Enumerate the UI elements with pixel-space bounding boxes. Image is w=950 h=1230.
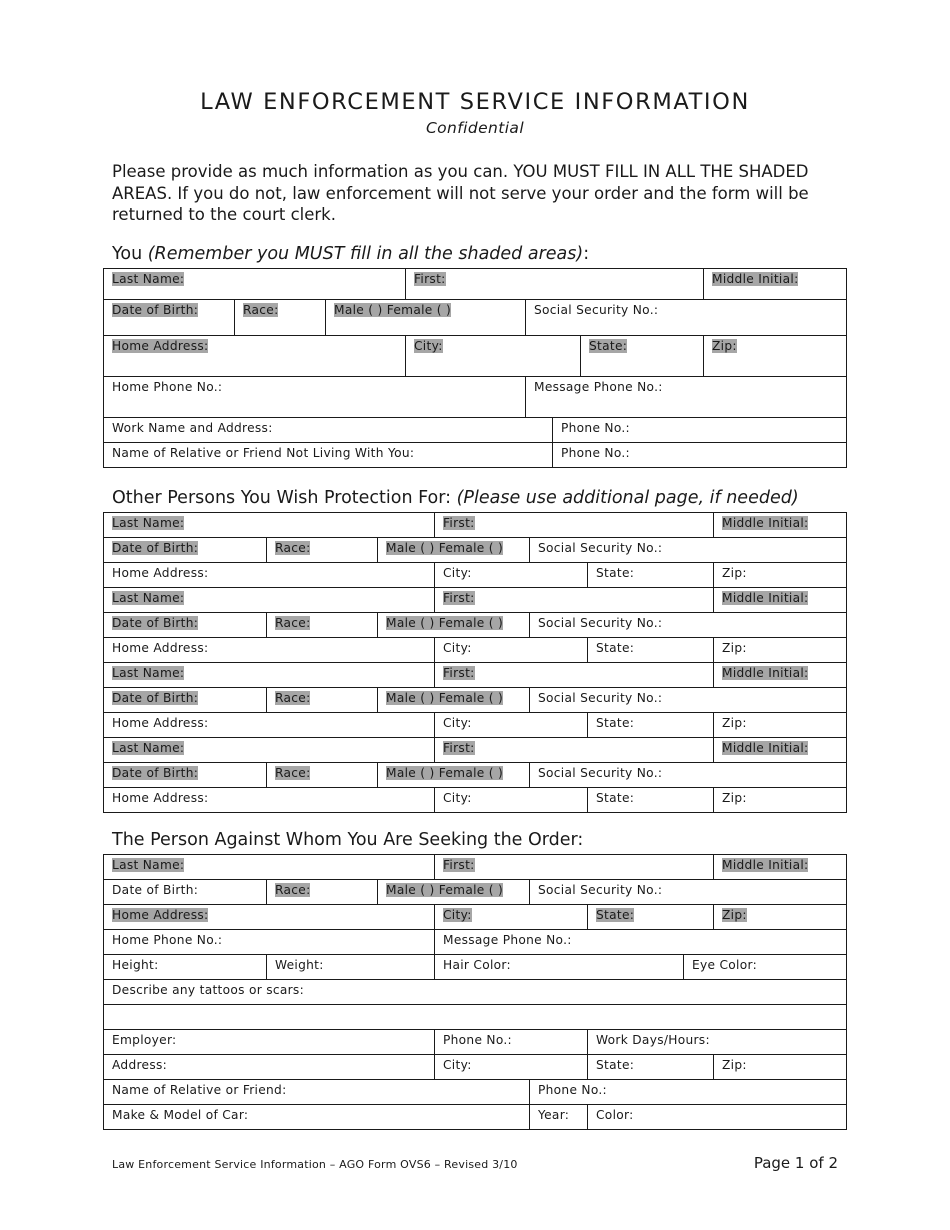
other-race-field[interactable] [267,688,378,713]
other-city-label: City: [443,641,472,655]
other-race-field[interactable] [267,538,378,563]
other-ssn-field[interactable] [530,538,847,563]
other-sex-label: Male ( ) Female ( ) [386,541,504,555]
you-work-field[interactable] [104,418,553,443]
you-zip-label: Zip: [712,339,737,353]
resp-state-label: State: [596,908,635,922]
other-middle-initial-field[interactable] [714,663,847,688]
resp-state-field[interactable] [588,905,714,930]
section-others-heading-text: Other Persons You Wish Protection For: [112,488,457,508]
other-home-address-label: Home Address: [112,566,209,580]
resp-first-name-label: First: [443,858,475,872]
you-table [103,268,847,468]
resp-race-field[interactable] [267,880,378,905]
other-ssn-field[interactable] [530,763,847,788]
resp-city-field[interactable] [435,905,588,930]
other-race-field[interactable] [267,763,378,788]
you-city-field[interactable] [406,336,581,377]
resp-last-name-field[interactable] [104,855,435,880]
other-ssn-label: Social Security No.: [538,691,663,705]
other-dob-field[interactable] [104,613,267,638]
resp-home-address-field[interactable] [104,905,435,930]
you-home-phone-field[interactable] [104,377,526,418]
section-you-heading [112,244,589,264]
resp-work-zip-label: Zip: [722,1058,747,1072]
resp-middle-initial-field[interactable] [714,855,847,880]
resp-weight-field[interactable] [267,955,435,980]
page-number: Page 1 of 2 [753,1154,838,1172]
section-others-heading-note: (Please use additional page, if needed) [456,488,799,508]
other-city-field[interactable] [435,713,588,738]
resp-weight-label: Weight: [275,958,324,972]
other-middle-initial-label: Middle Initial: [722,516,809,530]
other-ssn-label: Social Security No.: [538,616,663,630]
resp-work-state-field[interactable] [588,1055,714,1080]
other-zip-field[interactable] [714,563,847,588]
other-race-label: Race: [275,691,311,705]
you-middle-initial-label: Middle Initial: [712,272,799,286]
you-relative-label: Name of Relative or Friend Not Living With You: [112,446,415,460]
you-relative-phone-label: Phone No.: [561,446,630,460]
other-last-name-field[interactable] [104,588,435,613]
resp-work-days-field[interactable] [588,1030,847,1055]
other-middle-initial-label: Middle Initial: [722,741,809,755]
other-home-address-label: Home Address: [112,716,209,730]
other-state-field[interactable] [588,788,714,813]
other-middle-initial-label: Middle Initial: [722,666,809,680]
other-middle-initial-field[interactable] [714,588,847,613]
resp-tattoos-continued-field[interactable] [104,1005,847,1030]
you-work-phone-label: Phone No.: [561,421,630,435]
resp-work-city-field[interactable] [435,1055,588,1080]
other-dob-label: Date of Birth: [112,766,199,780]
other-state-field[interactable] [588,713,714,738]
other-last-name-label: Last Name: [112,591,185,605]
other-ssn-field[interactable] [530,688,847,713]
resp-address-field[interactable] [104,1055,435,1080]
resp-last-name-label: Last Name: [112,858,185,872]
you-ssn-label: Social Security No.: [534,303,659,317]
section-you-heading-text: You [112,244,148,264]
resp-employer-phone-label: Phone No.: [443,1033,512,1047]
resp-message-phone-field[interactable] [435,930,847,955]
other-zip-field[interactable] [714,638,847,663]
you-home-phone-label: Home Phone No.: [112,380,223,394]
other-city-label: City: [443,791,472,805]
you-first-name-field[interactable] [406,269,704,300]
other-state-label: State: [596,791,635,805]
resp-zip-label: Zip: [722,908,747,922]
other-last-name-label: Last Name: [112,666,185,680]
resp-work-days-label: Work Days/Hours: [596,1033,710,1047]
other-first-name-label: First: [443,666,475,680]
you-race-label: Race: [243,303,279,317]
resp-employer-phone-field[interactable] [435,1030,588,1055]
other-zip-label: Zip: [722,641,747,655]
resp-work-state-label: State: [596,1058,635,1072]
resp-employer-label: Employer: [112,1033,177,1047]
resp-employer-field[interactable] [104,1030,435,1055]
resp-relative-field[interactable] [104,1080,530,1105]
resp-tattoos-field[interactable] [104,980,847,1005]
resp-race-label: Race: [275,883,311,897]
resp-sex-field[interactable] [378,880,530,905]
you-ssn-field[interactable] [526,300,847,336]
resp-eye-label: Eye Color: [692,958,757,972]
you-message-phone-field[interactable] [526,377,847,418]
other-dob-label: Date of Birth: [112,541,199,555]
section-respondent-heading: The Person Against Whom You Are Seeking the Order: [112,830,584,850]
other-zip-field[interactable] [714,713,847,738]
other-dob-field[interactable] [104,763,267,788]
you-work-phone-field[interactable] [553,418,847,443]
other-sex-label: Male ( ) Female ( ) [386,691,504,705]
you-state-label: State: [589,339,628,353]
resp-ssn-label: Social Security No.: [538,883,663,897]
other-race-label: Race: [275,766,311,780]
resp-car-color-label: Color: [596,1108,634,1122]
other-ssn-label: Social Security No.: [538,766,663,780]
other-dob-label: Date of Birth: [112,616,199,630]
resp-car-year-label: Year: [538,1108,570,1122]
other-sex-label: Male ( ) Female ( ) [386,616,504,630]
other-dob-label: Date of Birth: [112,691,199,705]
resp-dob-field[interactable] [104,880,267,905]
resp-zip-field[interactable] [714,905,847,930]
other-sex-field[interactable] [378,613,530,638]
you-dob-label: Date of Birth: [112,303,199,317]
you-relative-phone-field[interactable] [553,443,847,468]
resp-work-zip-field[interactable] [714,1055,847,1080]
resp-message-phone-label: Message Phone No.: [443,933,572,947]
other-home-address-field[interactable] [104,638,435,663]
resp-work-city-label: City: [443,1058,472,1072]
resp-hair-label: Hair Color: [443,958,511,972]
you-sex-field[interactable] [326,300,526,336]
you-first-name-label: First: [414,272,446,286]
other-state-field[interactable] [588,638,714,663]
other-zip-label: Zip: [722,716,747,730]
form-subtitle: Confidential [425,119,525,137]
resp-height-field[interactable] [104,955,267,980]
other-sex-field[interactable] [378,763,530,788]
resp-address-label: Address: [112,1058,168,1072]
resp-car-year-field[interactable] [530,1105,588,1130]
other-city-field[interactable] [435,563,588,588]
other-home-address-label: Home Address: [112,791,209,805]
others-table [103,512,847,813]
other-city-label: City: [443,716,472,730]
other-zip-label: Zip: [722,566,747,580]
other-middle-initial-field[interactable] [714,513,847,538]
other-first-name-label: First: [443,516,475,530]
resp-tattoos-label: Describe any tattoos or scars: [112,983,304,997]
other-last-name-label: Last Name: [112,741,185,755]
other-first-name-field[interactable] [435,588,714,613]
resp-first-name-field[interactable] [435,855,714,880]
resp-ssn-field[interactable] [530,880,847,905]
you-home-address-label: Home Address: [112,339,209,353]
other-last-name-field[interactable] [104,513,435,538]
other-first-name-field[interactable] [435,513,714,538]
other-state-label: State: [596,716,635,730]
resp-dob-label: Date of Birth: [112,883,199,897]
section-others-heading [112,488,799,508]
other-first-name-field[interactable] [435,738,714,763]
instructions [112,161,847,226]
other-first-name-label: First: [443,741,475,755]
other-first-name-label: First: [443,591,475,605]
other-last-name-field[interactable] [104,663,435,688]
other-dob-field[interactable] [104,538,267,563]
other-sex-field[interactable] [378,688,530,713]
you-race-field[interactable] [235,300,326,336]
resp-car-label: Make & Model of Car: [112,1108,249,1122]
form-title: LAW ENFORCEMENT SERVICE INFORMATION [200,89,750,115]
other-state-label: State: [596,566,635,580]
other-race-label: Race: [275,616,311,630]
resp-eye-field[interactable] [684,955,847,980]
resp-height-label: Height: [112,958,159,972]
section-you-heading-note: (Remember you MUST fill in all the shaded areas) [147,244,584,264]
footer-form-info: Law Enforcement Service Information – AGO Form OVS6 – Revised 3/10 [112,1158,518,1171]
other-middle-initial-field[interactable] [714,738,847,763]
you-relative-field[interactable] [104,443,553,468]
you-last-name-label: Last Name: [112,272,185,286]
other-ssn-field[interactable] [530,613,847,638]
resp-city-label: City: [443,908,472,922]
you-dob-field[interactable] [104,300,235,336]
respondent-table [103,854,847,1130]
you-city-label: City: [414,339,443,353]
you-sex-label: Male ( ) Female ( ) [334,303,452,317]
you-home-address-field[interactable] [104,336,406,377]
other-middle-initial-label: Middle Initial: [722,591,809,605]
resp-car-color-field[interactable] [588,1105,847,1130]
other-race-label: Race: [275,541,311,555]
resp-home-phone-label: Home Phone No.: [112,933,223,947]
you-work-label: Work Name and Address: [112,421,273,435]
other-race-field[interactable] [267,613,378,638]
you-state-field[interactable] [581,336,704,377]
you-middle-initial-field[interactable] [704,269,847,300]
you-message-phone-label: Message Phone No.: [534,380,663,394]
other-sex-field[interactable] [378,538,530,563]
resp-car-field[interactable] [104,1105,530,1130]
resp-sex-label: Male ( ) Female ( ) [386,883,504,897]
other-ssn-label: Social Security No.: [538,541,663,555]
other-dob-field[interactable] [104,688,267,713]
other-city-field[interactable] [435,638,588,663]
other-city-field[interactable] [435,788,588,813]
resp-relative-label: Name of Relative or Friend: [112,1083,287,1097]
other-state-field[interactable] [588,563,714,588]
resp-hair-field[interactable] [435,955,684,980]
other-home-address-field[interactable] [104,713,435,738]
other-city-label: City: [443,566,472,580]
you-last-name-field[interactable] [104,269,406,300]
other-first-name-field[interactable] [435,663,714,688]
resp-relative-phone-label: Phone No.: [538,1083,607,1097]
other-state-label: State: [596,641,635,655]
other-last-name-field[interactable] [104,738,435,763]
resp-relative-phone-field[interactable] [530,1080,847,1105]
other-home-address-field[interactable] [104,788,435,813]
other-home-address-label: Home Address: [112,641,209,655]
other-last-name-label: Last Name: [112,516,185,530]
other-sex-label: Male ( ) Female ( ) [386,766,504,780]
instructions-text: Please provide as much information as you can. YOU MUST FILL IN ALL THE SHADED AREAS. If you do not, law enforcement will not serve your order and the form will be returned to the court clerk. [112,162,809,224]
other-home-address-field[interactable] [104,563,435,588]
section-you-heading-suffix: : [583,244,590,264]
other-zip-field[interactable] [714,788,847,813]
resp-home-phone-field[interactable] [104,930,435,955]
resp-home-address-label: Home Address: [112,908,209,922]
other-zip-label: Zip: [722,791,747,805]
resp-middle-initial-label: Middle Initial: [722,858,809,872]
you-zip-field[interactable] [704,336,847,377]
